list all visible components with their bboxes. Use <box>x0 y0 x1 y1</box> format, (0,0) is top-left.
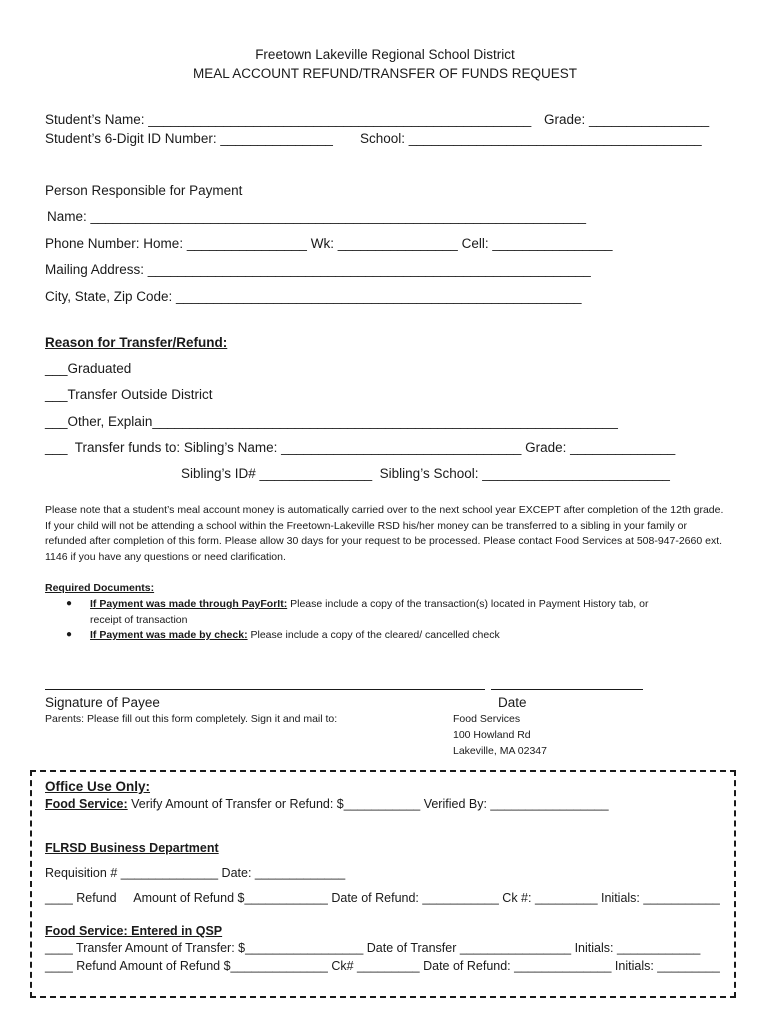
mail-address-line-1: Food Services <box>453 713 521 725</box>
qsp-transfer-field[interactable]: ____ Transfer Amount of Transfer: $_________________ Date of Transfer ________________ Initials: ____________ <box>45 941 701 955</box>
office-use-heading: Office Use Only: <box>45 779 151 794</box>
signature-label: Signature of Payee <box>45 695 160 710</box>
mail-instruction: Parents: Please fill out this form completely. Sign it and mail to: <box>45 713 338 725</box>
city-state-zip-field[interactable]: City, State, Zip Code: ______________________________________________________ <box>45 289 582 304</box>
date-label: Date <box>498 695 527 710</box>
reason-transfer-outside[interactable]: ___Transfer Outside District <box>45 387 213 402</box>
reason-graduated[interactable]: ___Graduated <box>45 361 132 376</box>
bullet-icon: ● <box>66 598 73 609</box>
food-service-verify[interactable]: Food Service: Verify Amount of Transfer or Refund: $___________ Verified By: _________________ <box>45 797 609 811</box>
refund-field[interactable]: ____ Refund Amount of Refund $____________ Date of Refund: ___________ Ck #: _________ Initials: ___________ <box>45 891 720 905</box>
doc-item-payforit-cont: receipt of transaction <box>90 614 188 626</box>
qsp-heading: Food Service: Entered in QSP <box>45 924 223 938</box>
phone-field[interactable]: Phone Number: Home: ________________ Wk: ________________ Cell: ________________ <box>45 236 613 251</box>
payer-heading: Person Responsible for Payment <box>45 183 243 198</box>
school-field[interactable]: School: _______________________________________ <box>360 131 702 146</box>
doc-item-check: If Payment was made by check: Please include a copy of the cleared/ cancelled check <box>90 629 500 641</box>
grade-field[interactable]: Grade: ________________ <box>544 112 710 127</box>
reason-other[interactable]: ___Other, Explain______________________________________________________________ <box>45 414 618 429</box>
date-line[interactable] <box>491 689 643 690</box>
policy-note: Please note that a student’s meal account money is automatically carried over to the next school year EXCEPT after completion of the 12th grade. If your child will not be attending a school within the Freetown-Lakeville RSD his/her money can be transferred to a sibling in your family or refunded after completion of this form. Please allow 30 days for your request to be processed. Please contact Food Services at 508-947-2660 ext. 1146 if you have any questions or need clarification. <box>45 504 724 563</box>
signature-line[interactable] <box>45 689 485 690</box>
form-title: MEAL ACCOUNT REFUND/TRANSFER OF FUNDS REQUEST <box>192 66 578 81</box>
qsp-refund-field[interactable]: ____ Refund Amount of Refund $______________ Ck# _________ Date of Refund: ______________ Initials: _________ <box>45 959 720 973</box>
reason-sibling-transfer[interactable]: ___ Transfer funds to: Sibling’s Name: ________________________________ Grade: ______________ <box>45 440 676 455</box>
payer-name-field[interactable]: Name: __________________________________________________________________ <box>47 209 587 224</box>
sibling-id-school-field[interactable]: Sibling’s ID# _______________ Sibling’s School: _________________________ <box>181 466 670 481</box>
student-id-field[interactable]: Student’s 6-Digit ID Number: _______________ <box>45 131 333 146</box>
mailing-address-field[interactable]: Mailing Address: ___________________________________________________________ <box>45 262 591 277</box>
mail-address-line-2: 100 Howland Rd <box>453 729 531 741</box>
district-name: Freetown Lakeville Regional School District <box>255 47 515 62</box>
student-name-field[interactable]: Student’s Name: ___________________________________________________ <box>45 112 532 127</box>
required-docs-heading: Required Documents: <box>45 582 155 594</box>
requisition-field[interactable]: Requisition # ______________ Date: _____________ <box>45 866 346 880</box>
business-dept-heading: FLRSD Business Department <box>45 841 219 855</box>
doc-item-payforit: If Payment was made through PayForIt: Please include a copy of the transaction(s) located in Payment History tab, or <box>90 598 649 610</box>
reason-heading: Reason for Transfer/Refund: <box>45 335 228 350</box>
mail-address-line-3: Lakeville, MA 02347 <box>453 745 547 757</box>
bullet-icon: ● <box>66 629 73 640</box>
